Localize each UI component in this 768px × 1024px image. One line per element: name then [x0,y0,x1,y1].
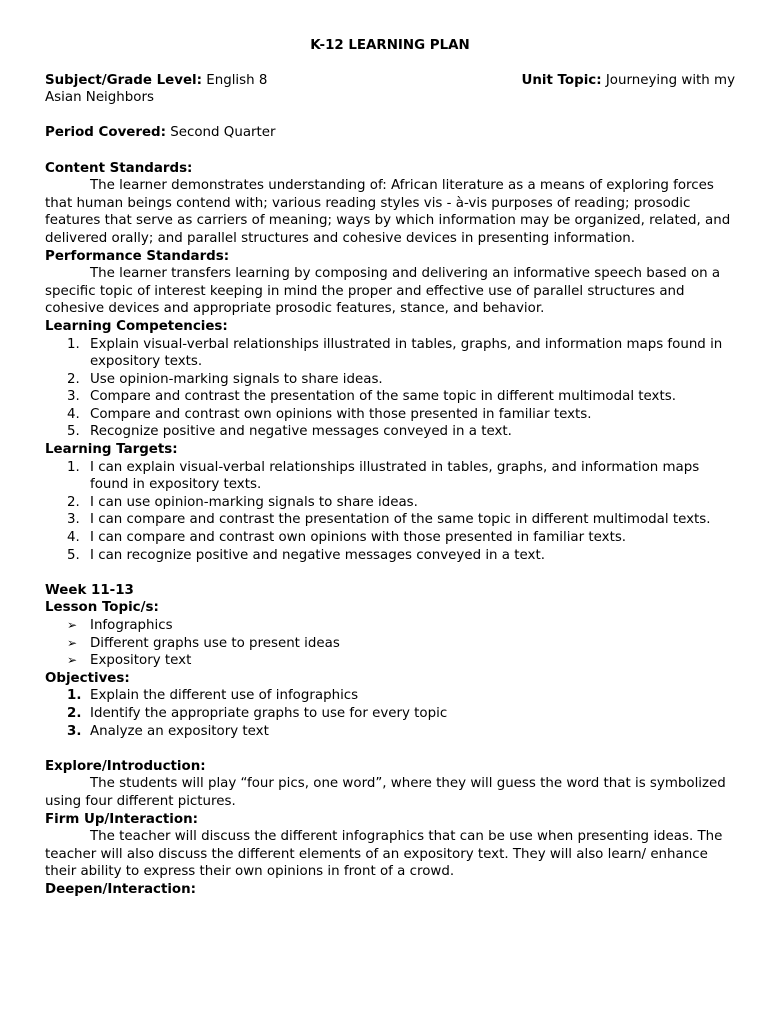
list-item-text: I can use opinion-marking signals to share ideas. [90,494,418,510]
unit-topic [522,72,736,90]
list-number: 2. [67,371,80,387]
period-covered [45,124,735,142]
period-label: Period Covered: [45,125,166,141]
subject-label: Subject/Grade Level: [45,72,202,88]
list-item [45,705,735,723]
performance-standards-text: The learner transfers learning by composing and delivering an informative speech based on a specific topic of interest keeping in mind the proper and effective use of parallel structures and cohesive devices and appropriate prosodic features, stance, and behavior. [45,266,721,317]
list-item [45,494,735,512]
period-value: Second Quarter [166,125,276,141]
list-number: 4. [67,406,80,422]
explore-text: The students will play “four pics, one word”, where they will guess the word that is symbolized using four different pictures. [45,776,726,809]
explore-heading: Explore/Introduction: [45,758,206,774]
list-item [45,511,735,529]
list-item [45,529,735,547]
learning-competencies-list [45,336,735,442]
list-item-text: Analyze an expository text [90,723,269,739]
list-item-text: Compare and contrast own opinions with those presented in familiar texts. [90,406,592,422]
firmup-heading: Firm Up/Interaction: [45,811,198,827]
list-number: 3. [67,389,80,405]
list-item-text: Expository text [90,653,192,669]
list-item-text: Different graphs use to present ideas [90,635,340,651]
list-number: 3. [67,512,80,528]
list-item-text: Recognize positive and negative messages conveyed in a text. [90,424,512,440]
list-item-text: I can compare and contrast the presentation of the same topic in different multimodal texts. [90,512,711,528]
list-item-text: I can explain visual-verbal relationships illustrated in tables, graphs, and information maps found in expository texts. [90,459,700,493]
list-number: 1. [67,688,82,704]
objectives-heading: Objectives: [45,670,130,686]
objectives-list [45,687,735,740]
list-item-text: Use opinion-marking signals to share ideas. [90,371,383,387]
list-item [45,336,735,371]
list-item [45,687,735,705]
arrow-bullet-icon: ➢ [67,618,78,632]
firmup-text: The teacher will discuss the different infographics that can be use when presenting ideas. The teacher will also discuss the different elements of an expository text. They will also learn/ enhance their ability to express their own opinions in front of a crowd. [45,829,723,880]
list-item [45,723,735,741]
list-item [45,406,735,424]
arrow-bullet-icon: ➢ [67,635,78,650]
list-item [45,617,735,635]
list-item [45,652,735,670]
content-standards-text: The learner demonstrates understanding of: African literature as a means of exploring forces that human beings contend with; various reading styles vis - à-vis purposes of reading; prosodic features that serve as carriers of meaning; ways by which information may be organized, related, and delivered orally; and parallel structures and cohesive devices in presenting information. [45,178,731,246]
list-item [45,635,735,653]
list-item-text: Identify the appropriate graphs to use for every topic [90,705,448,721]
unit-label: Unit Topic: [521,72,602,88]
learning-competencies-heading: Learning Competencies: [45,318,228,334]
list-item [45,388,735,406]
subject-value: English 8 [202,72,268,88]
list-number: 5. [67,424,80,440]
learning-targets-list [45,459,735,565]
list-item-text: Compare and contrast the presentation of the same topic in different multimodal texts. [90,389,676,405]
lesson-topics-heading: Lesson Topic/s: [45,600,159,616]
list-number: 1. [67,336,80,352]
list-item [45,371,735,389]
unit-value-continued: Asian Neighbors [45,90,154,106]
subject-grade [45,72,267,90]
document-title: K-12 LEARNING PLAN [310,38,470,53]
subject-unit-row [45,72,735,90]
learning-targets-heading: Learning Targets: [45,442,178,458]
performance-standards-heading: Performance Standards: [45,248,230,264]
content-standards-heading: Content Standards: [45,160,193,176]
list-item [45,459,735,494]
deepen-heading: Deepen/Interaction: [45,881,197,897]
list-number: 1. [67,459,80,475]
list-item-text: Explain the different use of infographics [90,688,359,704]
document-content [45,37,735,899]
list-number: 3. [67,723,82,739]
list-number: 4. [67,530,80,546]
list-item [45,423,735,441]
list-item-text: Infographics [90,618,173,633]
list-item [45,547,735,565]
list-item-text: Explain visual-verbal relationships illustrated in tables, graphs, and information maps found in expository texts. [90,336,723,370]
week-heading: Week 11-13 [45,582,134,598]
lesson-topics-list [45,617,735,670]
list-number: 5. [67,547,80,563]
list-number: 2. [67,705,82,721]
list-item-text: I can recognize positive and negative messages conveyed in a text. [90,547,545,563]
list-number: 2. [67,494,80,510]
unit-value: Journeying with my [601,72,735,88]
list-item-text: I can compare and contrast own opinions with those presented in familiar texts. [90,530,627,546]
arrow-bullet-icon: ➢ [67,653,78,668]
